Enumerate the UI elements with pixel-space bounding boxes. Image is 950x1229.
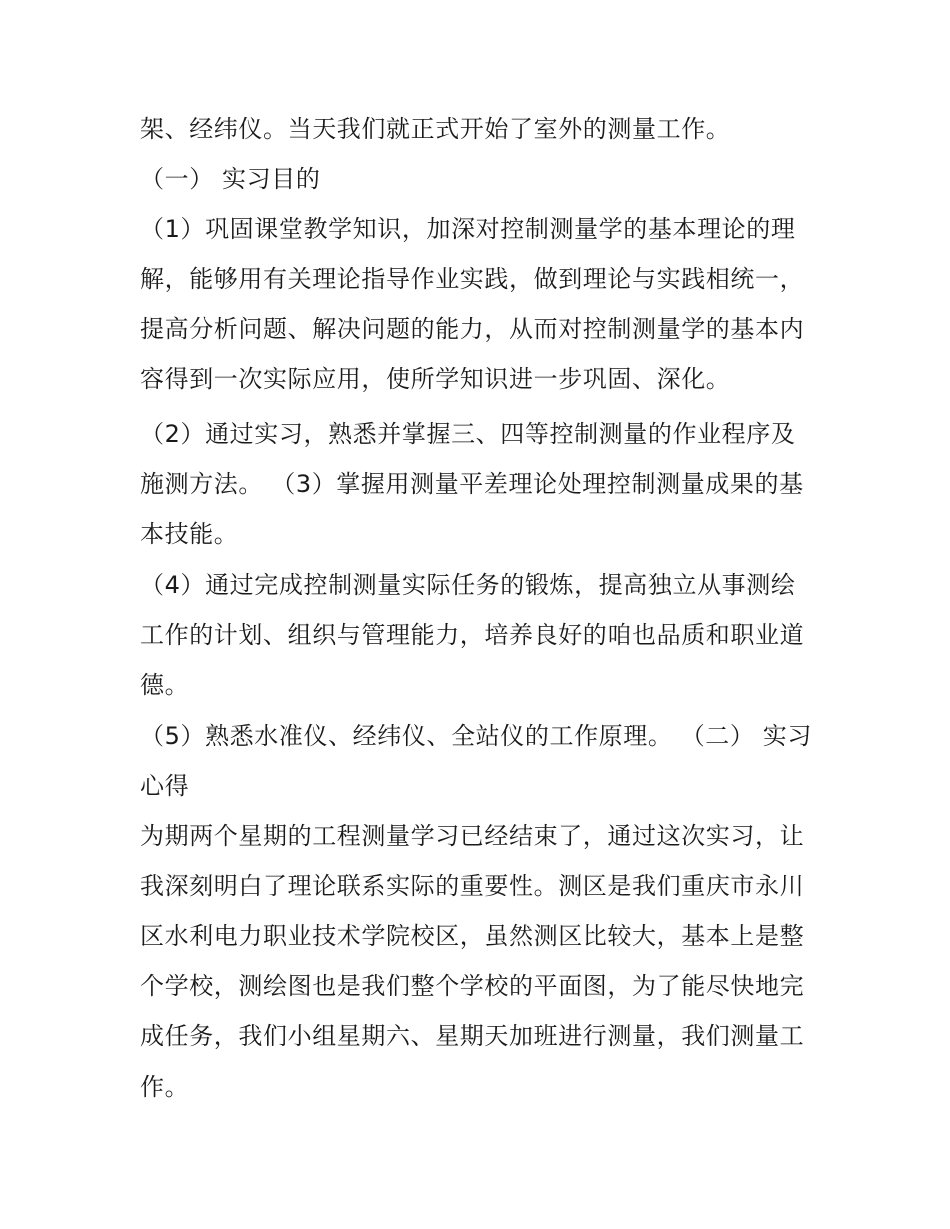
text-line: 为期两个星期的工程测量学习已经结束了，通过这次实习，让 — [140, 822, 805, 850]
text-line: 个学校，测绘图也是我们整个学校的平面图，为了能尽快地完 — [140, 972, 805, 1000]
text-line: 施测方法。 （3）掌握用测量平差理论处理控制测量成果的基 — [140, 470, 804, 498]
text-line: 本技能。 — [140, 520, 239, 548]
text-line: 解，能够用有关理论指导作业实践，做到理论与实践相统一， — [140, 265, 805, 293]
text-line: 容得到一次实际应用，使所学知识进一步巩固、深化。 — [140, 365, 731, 393]
section-heading: （一） 实习目的 — [140, 165, 321, 193]
text-line: 工作的计划、组织与管理能力，培养良好的咱也品质和职业道 — [140, 621, 805, 649]
text-line: 作。 — [140, 1073, 190, 1101]
text-line: 我深刻明白了理论联系实际的重要性。测区是我们重庆市永川 — [140, 872, 805, 900]
text-line: （2）通过实习，熟悉并掌握三、四等控制测量的作业程序及 — [140, 420, 796, 448]
text-line: 架、经纬仪。当天我们就正式开始了室外的测量工作。 — [140, 115, 731, 143]
section-heading: 心得 — [140, 772, 190, 800]
text-line: （1）巩固课堂教学知识，加深对控制测量学的基本理论的理 — [140, 215, 796, 243]
text-line: 成任务，我们小组星期六、星期天加班进行测量，我们测量工 — [140, 1022, 805, 1050]
text-line: 德。 — [140, 671, 190, 699]
text-line: （4）通过完成控制测量实际任务的锻炼，提高独立从事测绘 — [140, 571, 796, 599]
text-line: （5）熟悉水准仪、经纬仪、全站仪的工作原理。 （二） 实习 — [140, 722, 812, 750]
text-line: 提高分析问题、解决问题的能力，从而对控制测量学的基本内 — [140, 315, 805, 343]
text-line: 区水利电力职业技术学院校区，虽然测区比较大，基本上是整 — [140, 922, 805, 950]
